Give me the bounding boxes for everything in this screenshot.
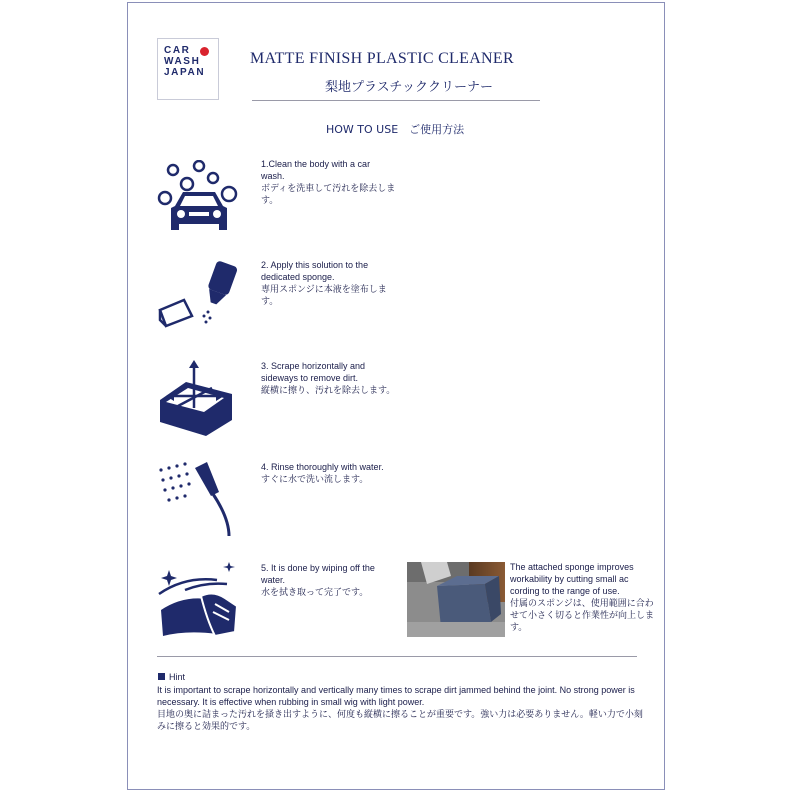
- step-3-ja: 縦横に擦り、汚れを除去します。: [261, 385, 396, 395]
- step-5-ja: 水を拭き取って完了です。: [261, 587, 369, 597]
- photo-note-en: The attached sponge improves workability by cutting small ac cording to the range of use.: [510, 562, 634, 596]
- how-to-use-heading: HOW TO USE ご使用方法: [326, 123, 465, 136]
- car-wash-icon: [157, 160, 239, 238]
- step-2-en: 2. Apply this solution to the dedicated sponge.: [261, 260, 369, 282]
- hint-heading: [158, 672, 185, 682]
- logo-red-dot: [200, 47, 209, 56]
- sponge-bottle-icon: [156, 258, 240, 330]
- step-1-text: [261, 158, 396, 206]
- title-divider: [252, 100, 540, 101]
- hint-square-icon: [158, 673, 165, 680]
- product-subtitle: 梨地プラスチッククリーナー: [325, 80, 493, 95]
- logo-line-1: CAR: [164, 45, 191, 56]
- step-4-en: 4. Rinse thoroughly with water.: [261, 462, 384, 472]
- photo-note-ja: 付属のスポンジは、使用範囲に合わせて小さく切ると作業性が向上します。: [510, 598, 655, 632]
- step-5-en: 5. It is done by wiping off the water.: [261, 563, 375, 585]
- hint-title: Hint: [169, 672, 186, 682]
- logo-line-3: JAPAN: [164, 67, 206, 78]
- hint-body: [157, 684, 647, 732]
- step-2-ja: 専用スポンジに本液を塗布します。: [261, 284, 387, 306]
- step-3-en: 3. Scrape horizontally and sideways to remove dirt.: [261, 361, 366, 383]
- car-wash-japan-logo: [157, 38, 219, 100]
- step-3-text: [261, 360, 396, 396]
- sponge-photo: [407, 562, 505, 637]
- logo-line-2: WASH: [164, 56, 201, 67]
- sponge-arrows-icon: [156, 360, 238, 438]
- product-title: MATTE FINISH PLASTIC CLEANER: [250, 50, 514, 67]
- step-1-en: 1.Clean the body with a car wash.: [261, 159, 371, 181]
- hint-en: It is important to scrape horizontally and vertically many times to scrape dirt jammed behind the joint. No strong power is necessary. It is effective when rubbing in small wig with light power.: [157, 685, 635, 707]
- shower-icon: [155, 458, 237, 538]
- step-4-ja: すぐに水で洗い流します。: [261, 474, 369, 484]
- wipe-cloth-icon: [155, 560, 239, 640]
- step-2-text: [261, 259, 396, 307]
- step-5-text: [261, 562, 396, 598]
- hint-divider: [157, 656, 637, 657]
- photo-note: [510, 561, 656, 633]
- hint-ja: 目地の奥に詰まった汚れを掻き出すように、何度も縦横に擦ることが重要です。強い力は必要ありません。軽い力で小刻みに擦ると効果的です。: [157, 709, 643, 731]
- step-1-ja: ボディを洗車して汚れを除去します。: [261, 183, 396, 205]
- step-4-text: [261, 461, 396, 485]
